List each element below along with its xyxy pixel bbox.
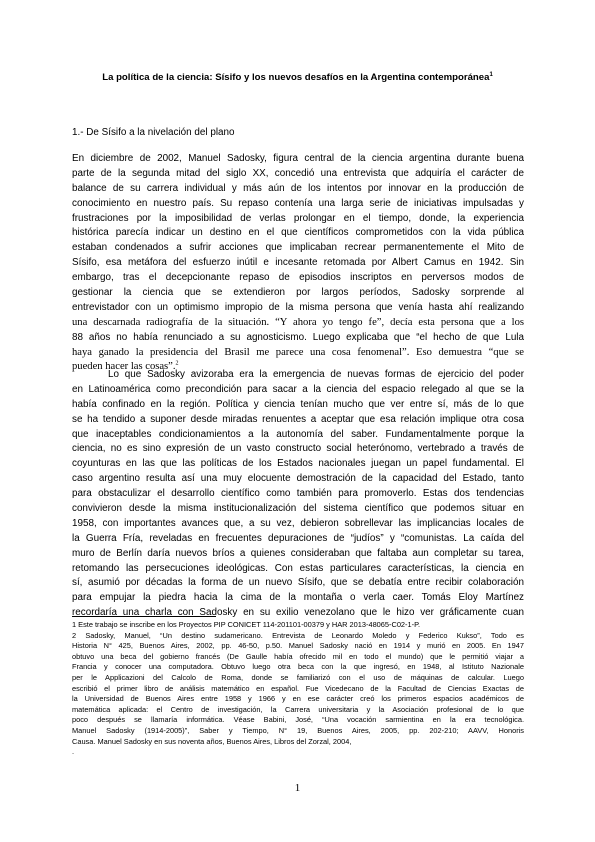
footnotes [72,620,524,758]
paragraph-line: para obstaculizar el desarrollo científico como también para promoverlo. Estas dos tendencias [72,488,524,500]
footnote-line: poco después se llamaría informática. Véase Babini, José, “Una vocación sarmientina en la era tecnológica. [72,715,524,725]
paragraph-line: una descarnada radiografía de la situación. “Y ahora yo tengo fe”, decía esta persona que a los [72,316,524,328]
footnote-mark-2: 2 [175,360,179,367]
paragraph-line: gestionar la ciencia que se extendieron por largos períodos, Sadosky sorprende al [72,287,524,299]
footnote-line: obtuvo una beca del gobierno francés (De Gaulle había ofrecido mil en todo el mundo) que le permitió viajar a [72,651,524,661]
title-footnote-mark: 1 [489,71,493,78]
paragraph-line: ciencia, no es sino expresión de un vasto constructo social heterónomo, vertebrado a través de [72,443,524,455]
paragraph-line: 88 años no había renunciado a su agnosticismo. Luego explicaba que “el hecho de que Lula [72,331,524,343]
paragraph-line: en Latinoamérica como precondición para sacar a la ciencia del espacio relegado al que se la [72,383,524,395]
paragraph-line: había confinado en la región. Política y ciencia tenían mucho que ver entre sí, más de lo que [72,398,524,410]
title-text: La política de la ciencia: Sísifo y los nuevos desafíos en la Argentina contemporánea [102,72,490,83]
paragraph-line-text: pueden hacer las cosas”. [72,361,176,373]
paragraph-line: muro de Berlín daría nuevos bríos a quienes consideraban que faltaba aun completar su tarea, [72,547,524,559]
paragraph-line: la Guerra Fría, reveladas en frecuentes depuraciones de “judíos” y “comunistas. La caída del [72,532,524,544]
paragraph-line: 1958, con importantes avances que, a su vez, debieron sobrellevar las implicancias locales de [72,517,524,529]
footnote-line: Francia y conocer una computadora. Obtuvo luego otra beca con la que ingresó, en 1948, al Istituto Nazionale [72,662,524,672]
paragraph-line: estaban condenados a sufrir acciones que implicaban recrear permanentemente el Mito de [72,242,524,254]
paragraph-line: histórica parecía indicar un destino en el que científicos comprometidos con la vida pública [72,227,524,239]
footnote-line: . [72,747,75,757]
paragraph-line: que inaceptables condicionamientos a la autonomía del saber. Fundamentalmente porque la [72,428,524,440]
page-number: 1 [294,782,301,794]
paragraph-line: para empujar la piedra hacia la cima de la montaña o verla caer. Tomás Eloy Martínez [72,592,524,604]
paragraph-line: parte de la segunda mitad del siglo XX, concedió una entrevista que adquiría el carácter de [72,167,524,179]
section-heading: 1.- De Sísifo a la nivelación del plano [72,127,235,138]
paragraph-line: caso argentino resulta así una muy elocuente demostración de la capacidad del Estado, tanto [72,473,524,485]
footnote-line: Historia N° 425, Buenos Aires, 2002, pp. 46-50, p.50. Manuel Sadosky nació en 1914 y murió en 2005. En 1947 [72,641,524,651]
paragraph-1 [72,152,524,375]
footnote-line: 2 Sadosky, Manuel, “Un destino sudamericano. Entrevista de Leonardo Moledo y Federico Kukso”, Todo es [72,630,524,640]
footnote-line: la Universidad de Buenos Aires entre 1958 y 1966 y en ese carácter creó los primeros espacios académicos de [72,694,524,704]
paragraph-line: En diciembre de 2002, Manuel Sadosky, figura central de la ciencia argentina durante buena [72,153,524,164]
paragraph-line: frustraciones por la imposibilidad de verlas prolongar en el tiempo, donde, la experiencia [72,212,524,224]
footnote-line: matemática aplicada: el Centro de investigación, la Carrera universitaria y la Asociación profesional de lo que [72,704,524,714]
paragraph-line: recordaría una charla con Sadosky en su exilio venezolano que le hizo ver gráficamente cuan [72,607,524,619]
footnote-line: escribió el primer libro de análisis matemático en español. Fue Vicedecano de la Facultad de Ciencias Exactas de [72,683,524,693]
footnote-line: Causa. Manuel Sadosky en sus noventa años, Buenos Aires, Libros del Zorzal, 2004, [72,736,352,746]
paragraph-line: Sísifo, esa metáfora del esfuerzo inútil e incesante retomada por Albert Camus en 1942. Sin [72,257,524,269]
paragraph-line: entrevistador con un optimismo impropio de la misma persona que venía hasta ahí realizando [72,301,524,313]
paragraph-line: sí, asumió por décadas la forma de un nuevo Sísifo, que se debatía entre recibir colaboración [72,577,524,589]
footnote-line: per le Applicazioni del Calcolo de Roma, donde se familiarizó con el uso de máquinas de calcular. Luego [72,672,524,682]
paragraph-line: retomando las persecuciones ideológicas. Con estas particulares características, la ciencia en [72,562,524,574]
document-title [60,72,535,83]
paragraph-line: coyunturas en las que las políticas de los Estados nacionales juegan un papel fundamental. El [72,458,524,470]
paragraph-line: convivieron desde la misma institucionalización del sistema científico que podemos situar en [72,503,524,515]
paragraph-line: haya ganado la presidencia del Brasil me parece una cosa fenomenal”. Eso demuestra “que se [72,346,524,358]
paragraph-line: Lo que Sadosky avizoraba era la emergencia de nuevas formas de ejercicio del poder [108,369,524,380]
footnote-line: 1 Este trabajo se inscribe en los Proyectos PIP CONICET 114-201101-00379 y HAR 2013-48065-C02-1-P. [72,620,421,629]
footnote-line: Manuel Sadosky (1914-2005)”, Saber y Tiempo, N° 19, Buenos Aires, 2005, pp. 202-210; AAVV, Honoris [72,725,524,735]
paragraph-line: conocimiento en nuestro país. Su repaso contenía una larga serie de iniciativas impulsadas y [72,197,524,209]
paragraph-2 [72,368,524,621]
paragraph-line: balance de su carrera individual y más aún de los intentos por innovar en la producción de [72,182,524,194]
paragraph-line: embargo, tras el decepcionante repaso de episodios inscriptos en perversos modos de [72,272,524,284]
paragraph-line: se ha tendido a suponer desde miradas renuentes a aceptar que esa relación implique otra cosa [72,413,524,425]
footnote-separator [72,616,216,617]
